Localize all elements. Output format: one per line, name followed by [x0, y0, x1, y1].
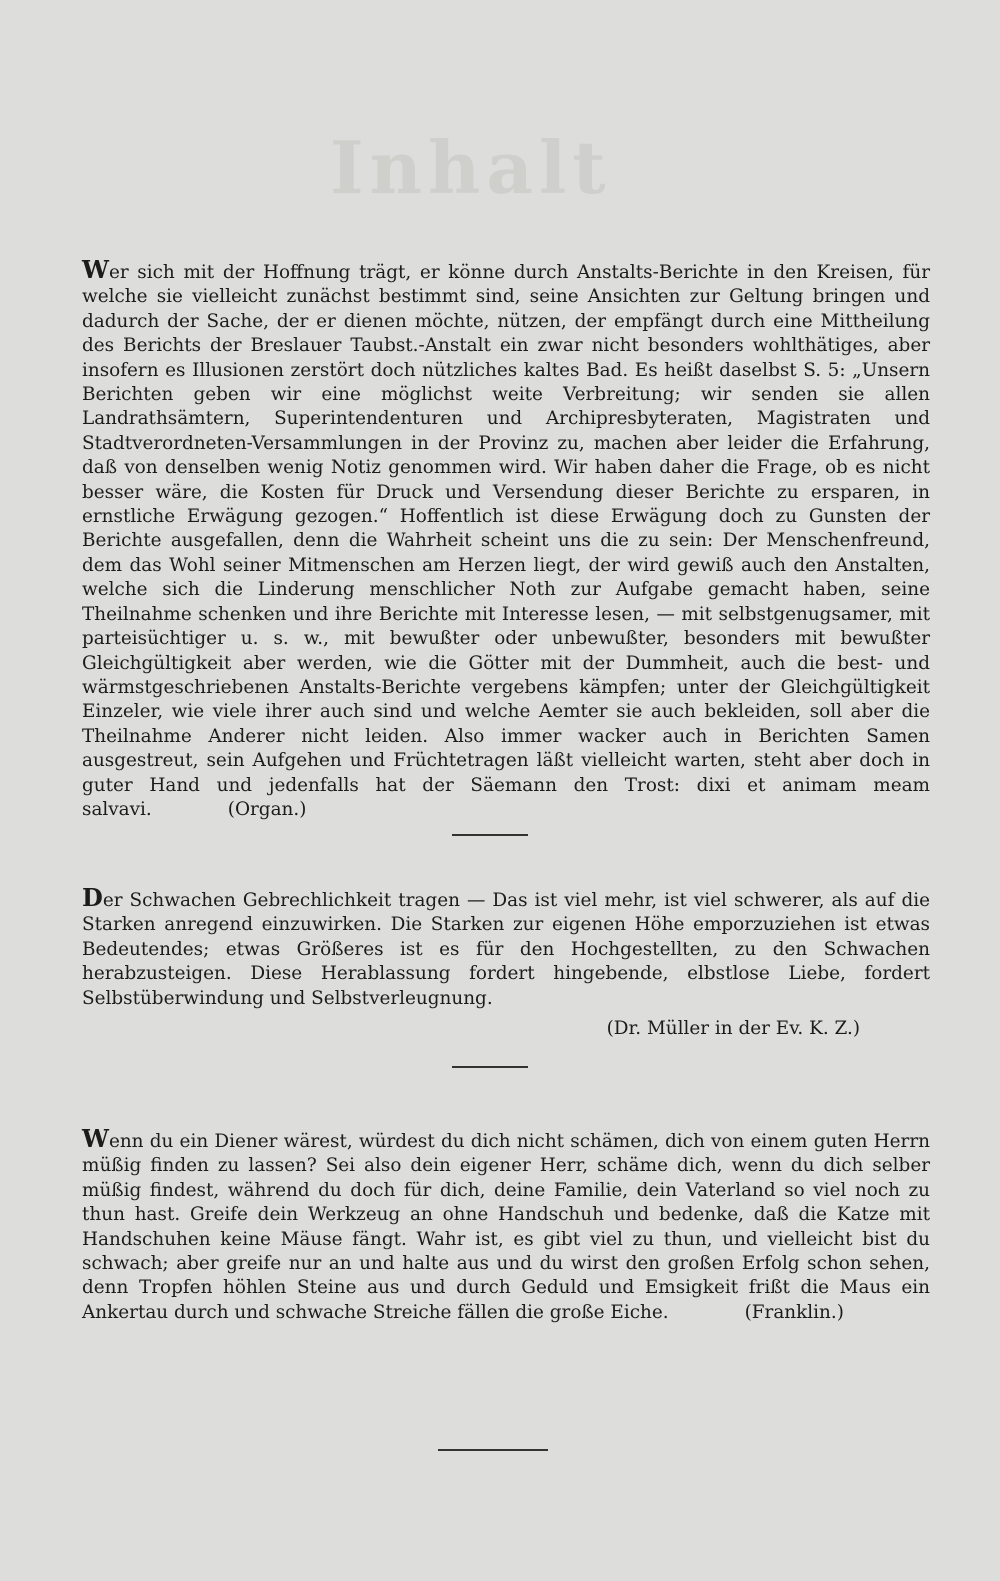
section-divider: [438, 1449, 548, 1451]
drop-initial: W: [82, 255, 109, 284]
paragraph-text: er Schwachen Gebrechlichkeit tragen — Das ist viel mehr, ist viel schwerer, als auf die Starken anregend einzuwirken. Die Starken zur eigenen Höhe emporzuziehen ist etwas Bedeutendes; etwas Größeres ist es für den Hochgestellten, zu den Schwachen herabzusteigen. Diese Herablassung fordert hingebende, elbstlose Liebe, fordert Selbstüberwindung und Selbstverleugnung.: [82, 890, 930, 1009]
paragraph-text: er sich mit der Hoffnung trägt, er könne durch Anstalts-Berichte in den Kreisen, für welche sie vielleicht zunächst bestimmt sind, seine Ansichten zur Geltung bringen und dadurch der Sache, der er dienen möchte, nützen, der empfängt durch eine Mittheilung des Berichts der Breslauer Taubst.-Anstalt ein zwar nicht besonders wohlthätiges, aber insofern es Illusionen zerstört doch nützliches kaltes Bad. Es heißt daselbst S. 5: „Unsern Berichten geben wir eine möglichst weite Verbreitung; wir senden sie allen Landrathsämtern, Superintendenturen und Archipresbyteraten, Magistraten und Stadtverordneten-Versammlungen in der Provinz zu, machen aber leider die Erfahrung, daß von denselben wenig Notiz genommen wird. Wir haben daher die Frage, ob es nicht besser wäre, die Kosten für Druck und Versendung dieser Berichte zu ersparen, in ernstliche Erwägung gezogen.“ Hoffentlich ist diese Erwägung doch zu Gunsten der Berichte ausgefallen, denn die Wahrheit scheint uns die zu sein: Der Menschenfreund, dem das Wohl seiner Mitmenschen am Herzen liegt, der wird gewiß auch den Anstalten, welche sich die Linderung menschlicher Noth zur Aufgabe gemacht haben, seine Theilnahme schenken und ihre Berichte mit Interesse lesen, — mit selbstgenugsamer, mit parteisüchtiger u. s. w., mit bewußter oder unbewußter, besonders mit bewußter Gleichgültigkeit aber werden, wie die Götter mit der Dummheit, auch die best- und wärmstgeschriebenen Anstalts-Berichte vergebens kämpfen; unter der Gleichgültigkeit Einzeler, wie viele ihrer auch sind und welche Aemter sie auch bekleiden, soll aber die Theilnahme Anderer nicht leiden. Also immer wacker auch in Berichten Samen ausgestreut, sein Aufgehen und Früchtetragen läßt vielleicht warten, steht aber doch in guter Hand und jedenfalls hat der Säemann den Trost: dixi et animam meam salvavi.: [82, 262, 930, 820]
paragraph-diener: [82, 1124, 930, 1325]
bleed-through-text: Inhalt: [330, 125, 612, 210]
paragraph-schwachen: [82, 883, 930, 1011]
source-citation: (Organ.): [227, 798, 307, 820]
source-citation: (Dr. Müller in der Ev. K. Z.): [606, 1018, 860, 1039]
section-divider: [452, 834, 528, 836]
drop-initial: D: [82, 883, 103, 912]
drop-initial: W: [82, 1124, 109, 1153]
paragraph-text: enn du ein Diener wärest, würdest du dich nicht schämen, dich von einem guten Herrn müßig finden zu lassen? Sei also dein eigener Herr, schäme dich, wenn du dich selber müßig findest, während du doch für dich, deine Familie, dein Vaterland so viel noch zu thun hast. Greife dein Werkzeug an ohne Handschuh und bedenke, daß die Katze mit Handschuhen keine Mäuse fängt. Wahr ist, es gibt viel zu thun, und vielleicht bist du schwach; aber greife nur an und halte aus und du wirst den großen Erfolg schon sehen, denn Tropfen höhlen Steine aus und durch Geduld und Emsigkeit frißt die Maus ein Ankertau durch und schwache Streiche fällen die große Eiche.: [82, 1131, 930, 1323]
source-citation: (Franklin.): [744, 1301, 844, 1323]
paragraph-anstalts-berichte: [82, 255, 930, 822]
section-divider: [452, 1066, 528, 1068]
